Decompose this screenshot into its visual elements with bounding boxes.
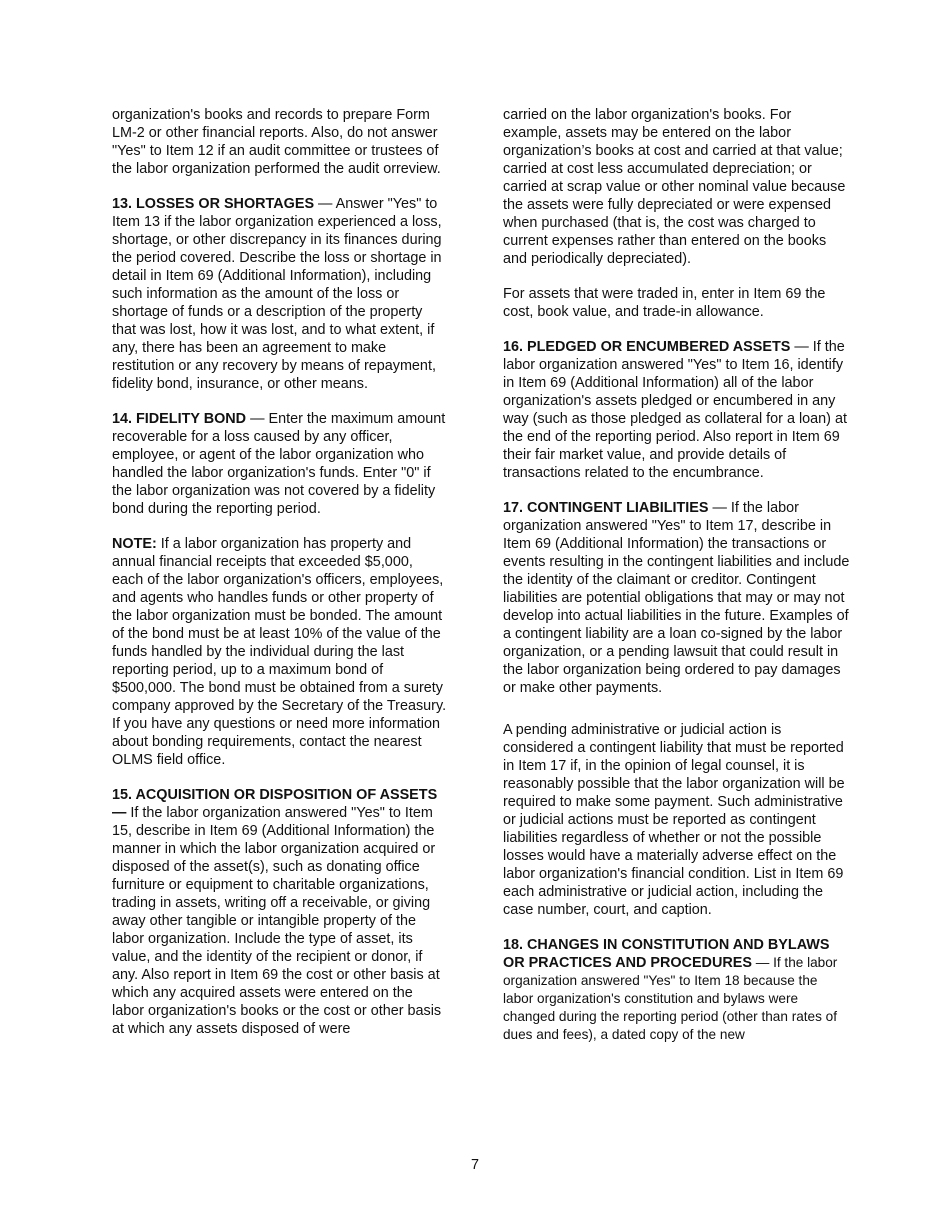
note-bonding: [112, 535, 447, 769]
note-heading: NOTE:: [112, 536, 157, 552]
item-14-heading: 14. FIDELITY BOND: [112, 411, 247, 427]
item-13-text: — Answer "Yes" to Item 13 if the labor organization experienced a loss, shortage, or other discrepancy in its finances during the period covered. Describe the loss or shortage in detail in Item 69 (Additional Information), including such information as the amount of the loss or shortage of funds or a description of the property that was lost, how it was lost, and to what extent, if any, there has been an agreement to make restitution or any recovery by means of repayment, fidelity bond, insurance, or other means.: [112, 196, 442, 392]
item-14-fidelity-bond: [112, 410, 447, 518]
page-number: 7: [470, 1157, 479, 1173]
item-15-text: If the labor organization answered "Yes" to Item 15, describe in Item 69 (Additional Information) the manner in which the labor organization acquired or disposed of the asset(s), such as donating office furniture or equipment to charitable organizations, trading in assets, writing off a receivable, or giving away other tangible or intangible property of the labor organization. Include the type of asset, its value, and the identity of the recipient or donor, if any. Also report in Item 69 the cost or other basis at which any acquired assets were entered on the labor organization's books or the cost or other basis at which any assets disposed of were: [112, 805, 442, 1037]
item-13-losses-or-shortages: [112, 195, 447, 393]
item-17-text: — If the labor organization answered "Yes" to Item 17, describe in Item 69 (Additional Information) the transactions or events resulting in the contingent liabilities and include the identity of the claimant or creditor. Contingent liabilities are potential obligations that may or may not develop into actual liabilities in the future. Examples of a contingent liability are a loan co-signed by the labor organization, or a pending lawsuit that could result in the labor organization being ordered to pay damages or make other payments.: [503, 500, 850, 696]
item-16-heading: 16. PLEDGED OR ENCUMBERED ASSETS: [503, 339, 791, 355]
right-column: [503, 106, 851, 1061]
item-18-heading: 18. CHANGES IN CONSTITUTION AND BYLAWS OR PRACTICES AND PROCEDURES: [503, 937, 830, 971]
item-15-heading: 15. ACQUISITION OR DISPOSITION OF ASSETS —: [112, 787, 438, 821]
item-17-contingent-liabilities: [503, 499, 851, 697]
item-17-heading: 17. CONTINGENT LIABILITIES: [503, 500, 709, 516]
paragraph-pending-action: A pending administrative or judicial action is considered a contingent liability that must be reported in Item 17 if, in the opinion of legal counsel, it is reasonably possible that the labor organization will be required to make some payment. Such administrative or judicial actions must be reported as contingent liabilities regardless of whether or not the possible losses would have a materially adverse effect on the labor organization's financial condition. List in Item 69 each administrative or judicial action, including the case number, court, and caption.: [503, 722, 845, 918]
paragraph-audit-continuation: organization's books and records to prepare Form LM-2 or other financial reports. Also, do not answer "Yes" to Item 12 if an audit committee or trustees of the labor organization performed the audit orreview.: [112, 107, 441, 177]
item-16-text: — If the labor organization answered "Yes" to Item 16, identify in Item 69 (Additional Information) all of the labor organization's assets pledged or encumbered in any way (such as those pledged as collateral for a loan) at the end of the reporting period. Also report in Item 69 their fair market value, and provide details of transactions related to the encumbrance.: [503, 339, 847, 481]
paragraph-traded-assets: For assets that were traded in, enter in Item 69 the cost, book value, and trade-in allowance.: [503, 286, 826, 320]
item-15-acquisition-or-disposition: [112, 786, 447, 1038]
item-16-pledged-assets: [503, 338, 851, 482]
note-text: If a labor organization has property and annual financial receipts that exceeded $5,000, each of the labor organization's officers, employees, and agents who handles funds or other property of the labor organization must be bonded. The amount of the bond must be at least 10% of the value of the funds handled by the individual during the last reporting period, up to a maximum bond of $500,000. The bond must be obtained from a surety company approved by the Secretary of the Treasury. If you have any questions or need more information about bonding requirements, contact the nearest OLMS field office.: [112, 536, 447, 768]
left-column: [112, 106, 447, 1055]
paragraph-assets-carried: carried on the labor organization's books. For example, assets may be entered on the labor organization’s books at cost and carried at that value; carried at cost less accumulated depreciation; or carried at scrap value or other nominal value because the assets were fully depreciated or were expensed when purchased (that is, the cost was charged to current expenses rather than entered on the books and periodically depreciated).: [503, 107, 846, 267]
item-18-text: — If the labor organization answered "Yes" to Item 18 because the labor organization's constitution and bylaws were changed during the reporting period (other than rates of dues and fees), a dated copy of the new: [503, 955, 838, 1042]
item-13-heading: 13. LOSSES OR SHORTAGES: [112, 196, 315, 212]
item-18-constitution-changes: [503, 936, 851, 1044]
item-14-text: — Enter the maximum amount recoverable for a loss caused by any officer, employee, or agent of the labor organization who handled the labor organization's funds. Enter "0" if the labor organization was not covered by a fidelity bond during the reporting period.: [112, 411, 446, 517]
